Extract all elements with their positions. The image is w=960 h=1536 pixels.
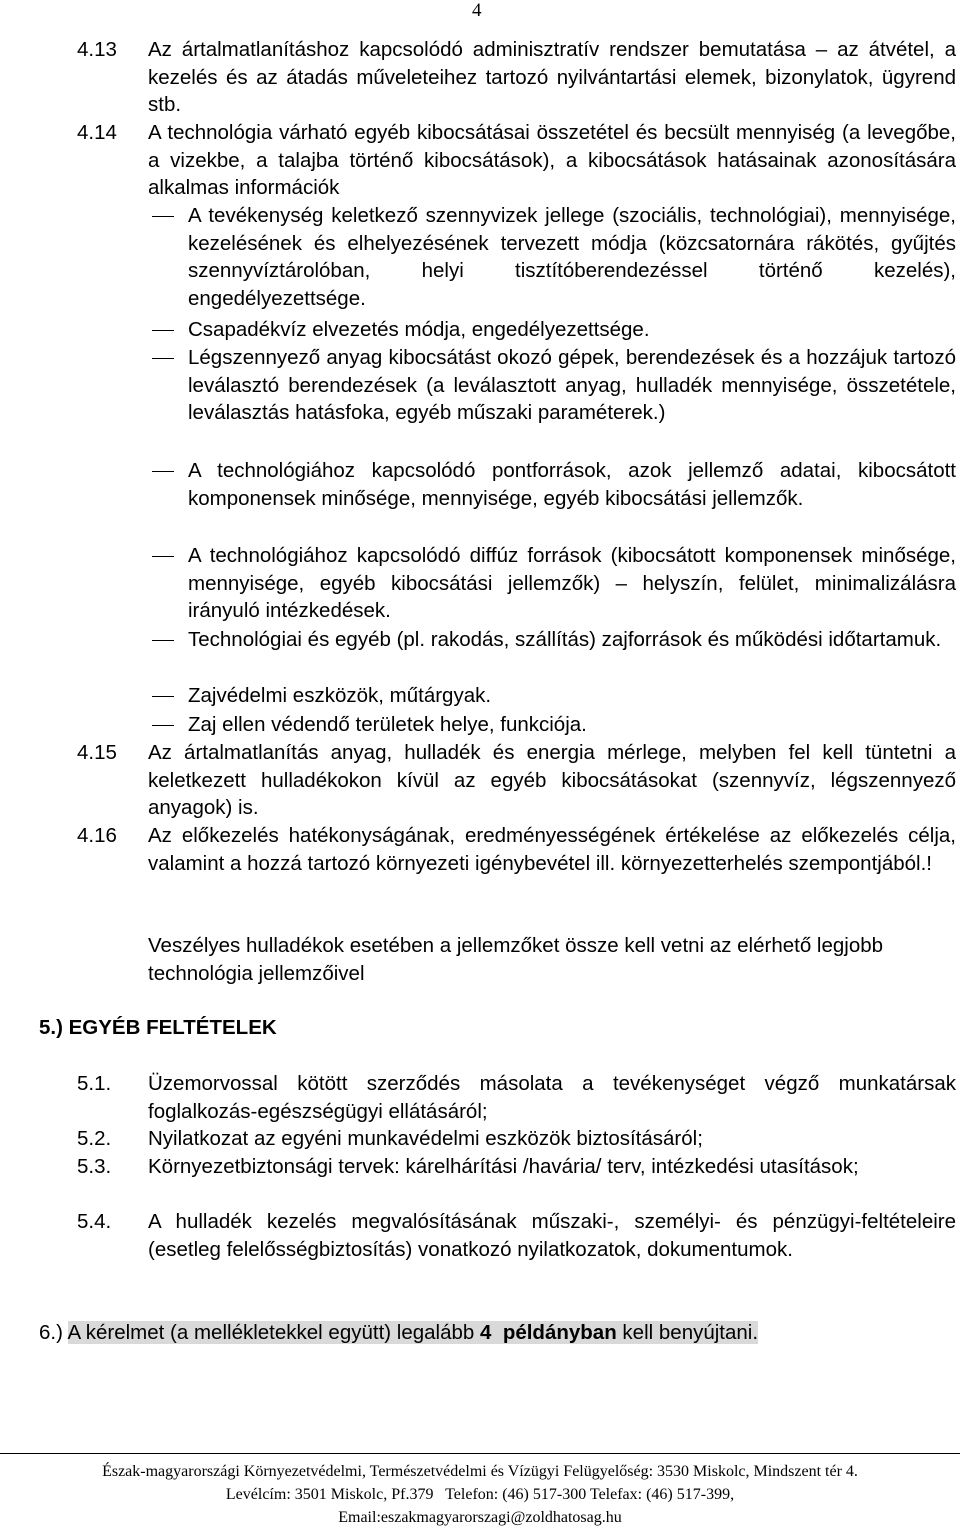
section-heading: 5.) EGYÉB FELTÉTELEK [39,1016,277,1039]
item-5-4 [0,1208,960,1291]
item-text: A technológia várható egyéb kibocsátásai összetétel és becsült mennyiség (a levegőbe, a vizekbe, a talajba történő kibocsátások), a kibocsátások hatásainak azonosítására alkalmas információk [148,121,956,199]
item-4-14 [0,119,960,202]
item-number: 4.14 [77,121,117,144]
bullet-item: Zajvédelmi eszközök, műtárgyak. [188,684,492,707]
dash-bullet-icon [152,556,174,557]
footer-contact: Levélcím: 3501 Miskolc, Pf.379 Telefon: (46) 517-300 Telefax: (46) 517-399, [225,1486,735,1503]
highlighted-text [68,1321,759,1344]
dash-bullet-icon [152,330,174,331]
item-5-1 [0,1070,960,1125]
copies-word: példányban [502,1321,617,1344]
bullet-item: A technológiához kapcsolódó pontforrások, azok jellemző adatai, kibocsátott komponensek minősége, mennyisége, egyéb kibocsátási jellemzők. [188,459,956,510]
item-text: Környezetbiztonsági tervek: kárelhárítási /havária/ terv, intézkedési utasítások; [148,1155,859,1178]
dash-bullet-icon [152,640,174,641]
item-number: 4.16 [77,824,117,847]
item-number: 4.13 [77,38,117,61]
item-text: Nyilatkozat az egyéni munkavédelmi eszközök biztosításáról; [148,1127,703,1150]
item-number: 5.3. [77,1155,112,1178]
bullet-item: Technológiai és egyéb (pl. rakodás, szállítás) zajforrások és működési időtartamuk. [188,628,942,651]
footer-email: Email:eszakmagyarorszagi@zoldhatosag.hu [338,1509,622,1526]
item-number: 5.1. [77,1072,112,1095]
item-text: Az ártalmatlanítás anyag, hulladék és energia mérlege, melyben fel kell tüntetni a keletkezett hulladékokon kívül az egyéb kibocsátásokat (szennyvíz, légszennyező anyagok) is. [148,741,956,819]
section-number: 6.) [39,1321,63,1344]
item-number: 5.2. [77,1127,112,1150]
dash-bullet-icon [152,696,174,697]
footer [0,1460,960,1529]
item-text: Üzemorvossal kötött szerződés másolata a tevékenységet végző munkatársak foglalkozás-egészségügyi ellátásáról; [148,1072,956,1123]
bullet-item: Légszennyező anyag kibocsátást okozó gépek, berendezések és a hozzájuk tartozó leválasztó berendezések (a leválasztott anyag, hulladék mennyisége, összetétele, leválasztás hatásfoka, egyéb műszaki paraméterek.) [188,346,956,424]
item-number: 4.15 [77,741,117,764]
bullet-item: Zaj ellen védendő területek helye, funkciója. [188,713,587,736]
submission-requirement [39,1321,758,1345]
footer-address: Észak-magyarországi Környezetvédelmi, Természetvédelmi és Vízügyi Felügyelőség: 3530 Miskolc, Mindszent tér 4. [102,1463,858,1480]
dash-bullet-icon [152,216,174,217]
item-4-16 [0,822,960,905]
text-after: kell benyújtani. [616,1321,759,1344]
item-5-2 [0,1125,960,1153]
item-text: A hulladék kezelés megvalósításának műszaki-, személyi- és pénzügyi-feltételeire (esetleg felelősségbiztosítás) vonatkozó nyilatkozatok, dokumentumok. [148,1210,956,1261]
bullet-item: Csapadékvíz elvezetés módja, engedélyezettsége. [188,318,650,341]
item-text: Az ártalmatlanításhoz kapcsolódó adminisztratív rendszer bemutatása – az átvétel, a kezelés és az átadás műveleteihez tartozó nyilvántartási elemek, bizonylatok, ügyrend stb. [148,38,956,116]
bullet-item: A tevékenység keletkező szennyvizek jellege (szociális, technológiai), mennyisége, kezelésének és elhelyezésének tervezett módja (közcsatornára rákötés, gyűjtés szennyvíztárolóban, helyi tisztítóberendezéssel történő kezelés), engedélyezettsége. [188,204,956,310]
copy-count: 4 [480,1321,492,1344]
item-4-13 [0,36,960,119]
page-number: 4 [472,0,482,21]
dash-bullet-icon [152,725,174,726]
item-4-15 [0,739,960,822]
item-text: Az előkezelés hatékonyságának, eredményességének értékelése az előkezelés célja, valamint a hozzá tartozó környezeti igénybevétel ill. környezetterhelés szempontjából.! [148,824,956,875]
item-number: 5.4. [77,1210,112,1233]
dash-bullet-icon [152,358,174,359]
hazardous-waste-note: Veszélyes hulladékok esetében a jellemzőket össze kell vetni az elérhető legjobb technológia jellemzőivel [148,934,884,985]
footer-divider [0,1453,960,1454]
item-5-3 [0,1153,960,1208]
dash-bullet-icon [152,471,174,472]
text-before: A kérelmet (a mellékletekkel együtt) legalább [67,1321,480,1344]
bullet-item: A technológiához kapcsolódó diffúz források (kibocsátott komponensek minősége, mennyisége, egyéb kibocsátási jellemzők) – helyszín, felület, minimalizálásra irányuló intézkedések. [188,544,956,622]
